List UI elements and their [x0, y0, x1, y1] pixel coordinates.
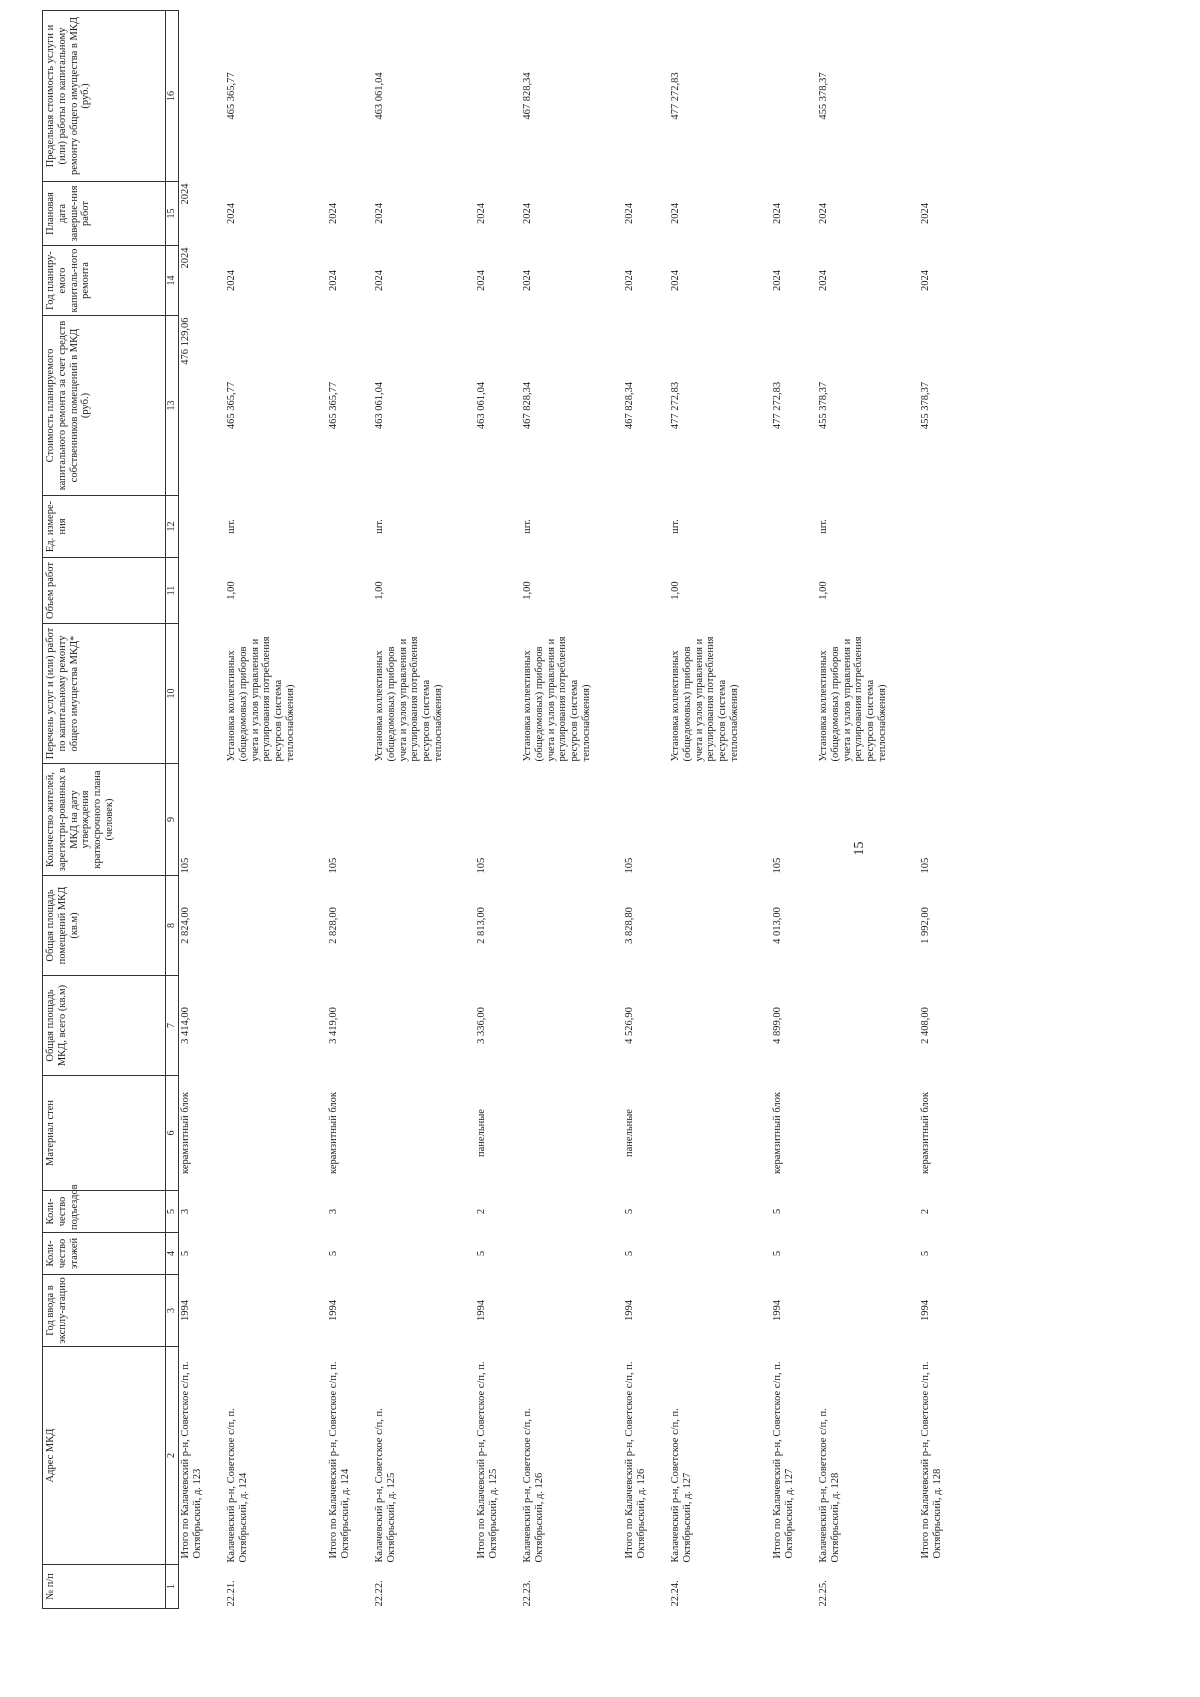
floors: 5	[328, 1250, 339, 1257]
limit-cost: 477 272,83	[670, 72, 681, 120]
total-row	[475, 11, 521, 1609]
col-header: Материал стен	[43, 1076, 166, 1191]
work-description: Установка коллективных (общедомовых) приборов учета и узлов управления и регулирования потребления ресурсов (система теплоснабжения)	[226, 636, 296, 762]
col-number: 12	[166, 496, 179, 558]
cost: 477 272,83	[772, 381, 783, 430]
work-item-row	[669, 11, 771, 1609]
wall-material: керамзитный блок	[772, 1092, 783, 1175]
total-row	[919, 11, 965, 1609]
col-header: Перечень услуг и (или) работ по капитальному ремонту общего имущества МКД*	[43, 624, 166, 764]
cost: 467 828,34	[624, 381, 635, 430]
end-year: 2024	[226, 203, 237, 224]
work-description: Установка коллективных (общедомовых) приборов учета и узлов управления и регулирования потребления ресурсов (система теплоснабжения)	[374, 636, 444, 762]
unit: шт.	[226, 519, 237, 534]
area-total: 3 414,00	[180, 1007, 191, 1044]
floors: 5	[624, 1250, 635, 1257]
unit: шт.	[818, 519, 829, 534]
col-header: Коли-чество подъездов	[43, 1191, 166, 1233]
total-row	[179, 11, 226, 1609]
col-header: Адрес МКД	[43, 1347, 166, 1565]
entrances: 3	[180, 1208, 191, 1215]
item-number: 22.21.	[226, 1580, 237, 1607]
residents: 105	[920, 857, 931, 874]
col-number: 10	[166, 624, 179, 764]
plan-year: 2024	[522, 270, 533, 291]
entrances: 3	[328, 1208, 339, 1215]
total-row	[771, 11, 817, 1609]
area-total: 4 526,90	[624, 1007, 635, 1044]
col-number: 14	[166, 246, 179, 316]
end-year: 2024	[522, 203, 533, 224]
col-header: Стоимость планируемого капитального ремонта за счет средств собственников помещений в МКД (руб.)	[43, 316, 166, 496]
work-item-row	[817, 11, 919, 1609]
address: Итого по Калачевский р-н, Советское с/п, п. Октябрьский, д. 126	[624, 1361, 647, 1559]
plan-year: 2024	[818, 270, 829, 291]
wall-material: керамзитный блок	[328, 1092, 339, 1175]
end-year: 2024	[772, 203, 783, 224]
col-header: Количество жителей, зарегистри-рованных в МКД на дату утверждения краткосрочного плана (человек)	[43, 764, 166, 876]
cost: 467 828,34	[522, 381, 533, 430]
area-total: 3 336,00	[476, 1007, 487, 1044]
work-item-row	[225, 11, 327, 1609]
end-year: 2024	[818, 203, 829, 224]
plan-year: 2024	[328, 270, 339, 291]
work-description: Установка коллективных (общедомовых) приборов учета и узлов управления и регулирования потребления ресурсов (система теплоснабжения)	[818, 636, 888, 762]
col-number: 2	[166, 1347, 179, 1565]
wall-material: керамзитный блок	[180, 1092, 191, 1175]
residents: 105	[328, 857, 339, 874]
end-year: 2024	[476, 203, 487, 224]
area-rooms: 1 992,00	[920, 907, 931, 944]
area-total: 4 899,00	[772, 1007, 783, 1044]
address: Итого по Калачевский р-н, Советское с/п, п. Октябрьский, д. 128	[920, 1361, 943, 1559]
work-volume: 1,00	[818, 581, 829, 600]
area-rooms: 2 828,00	[328, 907, 339, 944]
residents: 105	[772, 857, 783, 874]
header-row	[43, 11, 166, 1609]
col-header: Общая площадь помещений МКД (кв.м)	[43, 876, 166, 976]
cost: 477 272,83	[670, 381, 681, 430]
col-number: 4	[166, 1233, 179, 1275]
limit-cost: 463 061,04	[374, 72, 385, 120]
col-number: 9	[166, 764, 179, 876]
address: Итого по Калачевский р-н, Советское с/п, п. Октябрьский, д. 127	[772, 1361, 795, 1559]
end-year: 2024	[374, 203, 385, 224]
plan-year: 2024	[920, 270, 931, 291]
area-rooms: 2 813,00	[476, 907, 487, 944]
work-item-row	[373, 11, 475, 1609]
area-total: 3 419,00	[328, 1007, 339, 1044]
page-number: 15	[852, 841, 867, 856]
unit: шт.	[374, 519, 385, 534]
address: Итого по Калачевский р-н, Советское с/п, п. Октябрьский, д. 125	[476, 1361, 499, 1559]
cost: 476 129,06	[180, 317, 191, 365]
item-number: 22.22.	[374, 1580, 385, 1607]
cost: 455 378,37	[818, 381, 829, 430]
col-header: Предельная стоимость услуги и (или) работы по капитальному ремонту общего имущества в МКД (руб.)	[43, 11, 166, 182]
commission-year: 1994	[476, 1300, 487, 1321]
address: Калачевский р-н, Советское с/п, п. Октябрьский, д. 124	[226, 1408, 249, 1563]
work-item-row	[521, 11, 623, 1609]
entrances: 2	[476, 1208, 487, 1215]
col-number: 1	[166, 1565, 179, 1609]
col-number: 13	[166, 316, 179, 496]
plan-year: 2024	[624, 270, 635, 291]
plan-year: 2024	[180, 247, 191, 269]
wall-material: панельные	[476, 1109, 487, 1157]
col-header: Объем работ	[43, 558, 166, 624]
floors: 5	[476, 1250, 487, 1257]
col-number: 16	[166, 11, 179, 182]
entrances: 2	[920, 1208, 931, 1215]
col-number: 3	[166, 1275, 179, 1347]
col-number: 8	[166, 876, 179, 976]
work-description: Установка коллективных (общедомовых) приборов учета и узлов управления и регулирования потребления ресурсов (система теплоснабжения)	[670, 636, 740, 762]
floors: 5	[772, 1250, 783, 1257]
cost: 465 365,77	[328, 381, 339, 430]
address: Калачевский р-н, Советское с/п, п. Октябрьский, д. 127	[670, 1408, 693, 1563]
col-number: 7	[166, 976, 179, 1076]
col-number: 6	[166, 1076, 179, 1191]
end-year: 2024	[180, 183, 191, 205]
col-header: Год ввода в эксплу-атацию	[43, 1275, 166, 1347]
col-header: № п/п	[43, 1565, 166, 1609]
address: Итого по Калачевский р-н, Советское с/п, п. Октябрьский, д. 123	[180, 1361, 203, 1559]
end-year: 2024	[920, 203, 931, 224]
wall-material: панельные	[624, 1109, 635, 1157]
end-year: 2024	[670, 203, 681, 224]
area-rooms: 3 828,80	[624, 907, 635, 944]
commission-year: 1994	[624, 1300, 635, 1321]
limit-cost: 455 378,37	[818, 72, 829, 120]
col-header: Плановая дата заверше-ния работ	[43, 182, 166, 246]
cost: 463 061,04	[476, 381, 487, 430]
col-number: 15	[166, 182, 179, 246]
plan-year: 2024	[226, 270, 237, 291]
item-number: 22.23.	[522, 1580, 533, 1607]
capital-repair-table	[42, 10, 965, 1609]
address: Калачевский р-н, Советское с/п, п. Октябрьский, д. 128	[818, 1408, 841, 1563]
area-rooms: 4 013,00	[772, 907, 783, 944]
column-number-row	[166, 11, 179, 1609]
total-row	[623, 11, 669, 1609]
col-header: Ед. измере-ния	[43, 496, 166, 558]
col-header: Коли-чество этажей	[43, 1233, 166, 1275]
limit-cost: 467 828,34	[522, 72, 533, 120]
item-number: 22.24.	[670, 1580, 681, 1607]
work-volume: 1,00	[670, 581, 681, 600]
limit-cost: 465 365,77	[226, 72, 237, 120]
floors: 5	[180, 1250, 191, 1257]
plan-year: 2024	[670, 270, 681, 291]
address: Калачевский р-н, Советское с/п, п. Октябрьский, д. 126	[522, 1408, 545, 1563]
col-number: 11	[166, 558, 179, 624]
unit: шт.	[670, 519, 681, 534]
area-total: 2 408,00	[920, 1007, 931, 1044]
residents: 105	[476, 857, 487, 874]
wall-material: керамзитный блок	[920, 1092, 931, 1175]
residents: 105	[624, 857, 635, 874]
work-volume: 1,00	[522, 581, 533, 600]
col-number: 5	[166, 1191, 179, 1233]
entrances: 5	[772, 1208, 783, 1215]
commission-year: 1994	[328, 1300, 339, 1321]
area-rooms: 2 824,00	[180, 907, 191, 944]
unit: шт.	[522, 519, 533, 534]
item-number: 22.25.	[818, 1580, 829, 1607]
total-row	[327, 11, 373, 1609]
cost: 455 378,37	[920, 381, 931, 430]
work-volume: 1,00	[374, 581, 385, 600]
address: Итого по Калачевский р-н, Советское с/п, п. Октябрьский, д. 124	[328, 1361, 351, 1559]
entrances: 5	[624, 1208, 635, 1215]
work-volume: 1,00	[226, 581, 237, 600]
commission-year: 1994	[920, 1300, 931, 1321]
address: Калачевский р-н, Советское с/п, п. Октябрьский, д. 125	[374, 1408, 397, 1563]
commission-year: 1994	[180, 1300, 191, 1321]
cost: 465 365,77	[226, 381, 237, 430]
plan-year: 2024	[374, 270, 385, 291]
work-description: Установка коллективных (общедомовых) приборов учета и узлов управления и регулирования потребления ресурсов (система теплоснабжения)	[522, 636, 592, 762]
plan-year: 2024	[476, 270, 487, 291]
cost: 463 061,04	[374, 381, 385, 430]
plan-year: 2024	[772, 270, 783, 291]
commission-year: 1994	[772, 1300, 783, 1321]
end-year: 2024	[328, 203, 339, 224]
floors: 5	[920, 1250, 931, 1257]
residents: 105	[180, 857, 191, 874]
col-header: Общая площадь МКД, всего (кв.м)	[43, 976, 166, 1076]
end-year: 2024	[624, 203, 635, 224]
col-header: Год планиру-емого капиталь-ного ремонта	[43, 246, 166, 316]
